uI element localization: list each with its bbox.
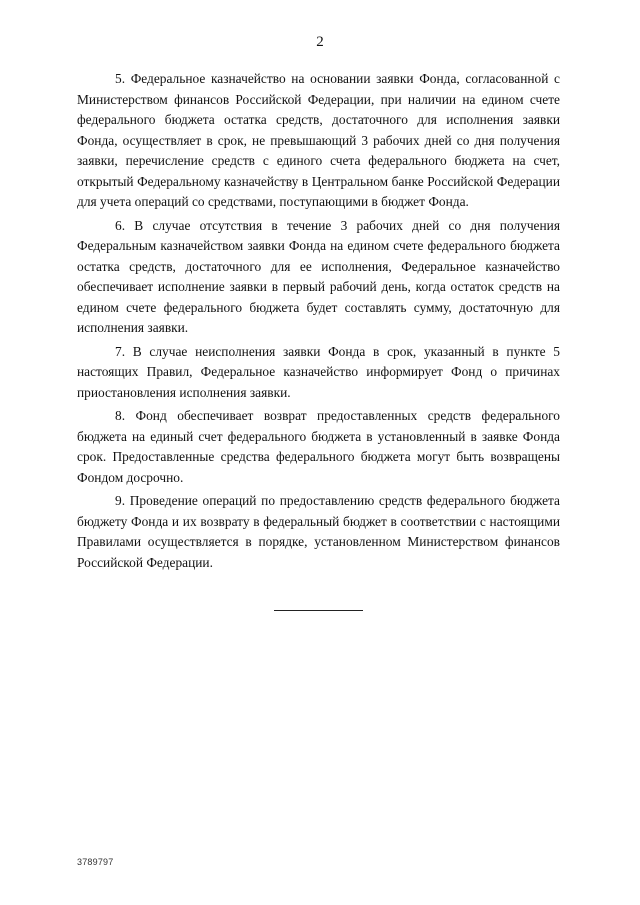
page-number: 2 bbox=[316, 34, 324, 50]
paragraph-9: 9. Проведение операций по предоставлению средств федерального бюджета бюджету Фонда и их возврату в федеральный бюджет в соответствии с настоящими Правилами осуществляется в порядке, установленном Министерством финансов Российской Федерации. bbox=[77, 493, 560, 570]
end-divider bbox=[274, 610, 363, 611]
paragraph-6: 6. В случае отсутствия в течение 3 рабочих дней со дня получения Федеральным казначейством заявки Фонда на едином счете федерального бюджета остатка средств, достаточного для ее исполнения, Федеральное казначейство обеспечивает исполнение заявки в первый рабочий день, когда остаток средств на едином счете федерального бюджета будет составлять сумму, достаточную для исполнения заявки. bbox=[77, 217, 560, 335]
document-body bbox=[77, 69, 560, 576]
paragraph-8: 8. Фонд обеспечивает возврат предоставленных средств федерального бюджета на единый счет федерального бюджета в установленный в заявке Фонда срок. Предоставленные средства федерального бюджета могут быть возвращены Фондом досрочно. bbox=[77, 408, 560, 485]
paragraph-7: 7. В случае неисполнения заявки Фонда в срок, указанный в пункте 5 настоящих Правил, Федеральное казначейство информирует Фонд о причинах приостановления исполнения заявки. bbox=[77, 343, 560, 400]
paragraph-5: 5. Федеральное казначейство на основании заявки Фонда, согласованной с Министерством финансов Российской Федерации, при наличии на едином счете федерального бюджета остатка средств, достаточного для исполнения заявки Фонда, осуществляет в срок, не превышающий 3 рабочих дней со дня получения заявки, перечисление средств с единого счета федерального бюджета на счет, открытый Федеральному казначейству в Центральном банке Российской Федерации для учета операций со средствами, поступающими в бюджет Фонда. bbox=[77, 71, 560, 209]
document-code: 3789797 bbox=[77, 857, 114, 867]
